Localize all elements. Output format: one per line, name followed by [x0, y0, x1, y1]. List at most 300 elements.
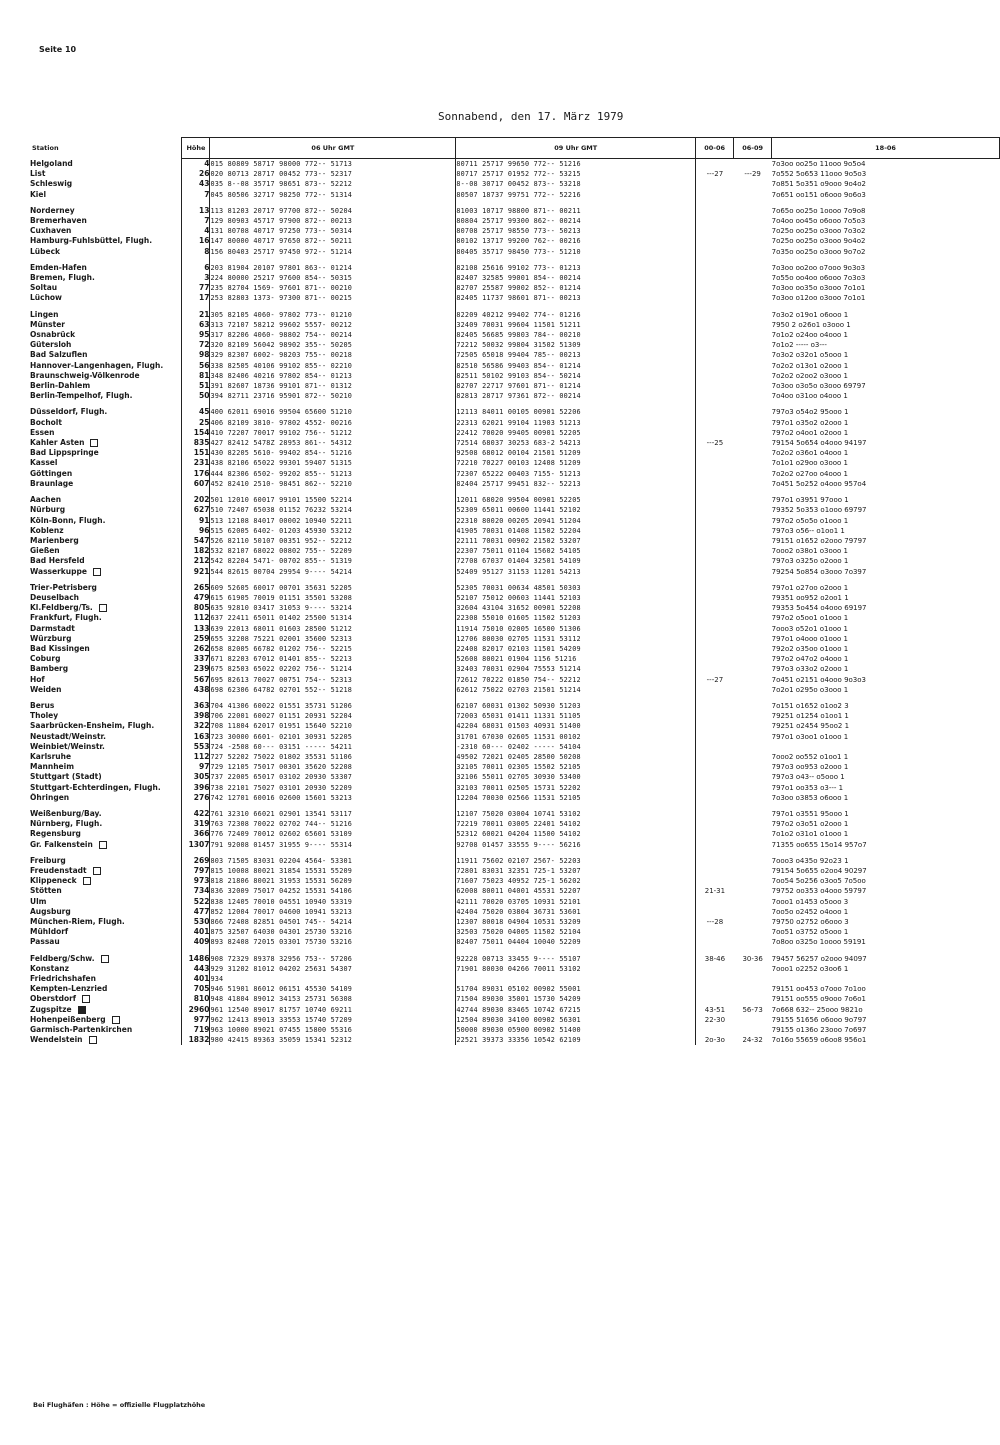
station-altitude: 239 — [182, 664, 210, 674]
obs-09-utc — [456, 974, 696, 984]
temp-range-06-09 — [734, 593, 772, 603]
obs-09-utc: 12204 70030 02566 11531 52105 — [456, 793, 696, 803]
obs-09-utc: 32409 70031 99604 11501 51211 — [456, 320, 696, 330]
obs-09-utc: 22310 80020 00205 20941 51204 — [456, 516, 696, 526]
station-name: Öhringen — [30, 792, 70, 802]
table-row — [30, 190, 1000, 200]
station-name: Weiden — [30, 684, 62, 694]
obs-09-utc: 52409 95127 31153 11201 54213 — [456, 567, 696, 577]
station-name: Mannheim — [30, 762, 75, 772]
obs-06-utc: 675 82503 65022 02202 756-- 51214 — [210, 664, 456, 674]
station-name: Göttingen — [30, 468, 73, 478]
data-18-06: 797o3 o325o o2ooo 1 — [771, 557, 849, 566]
station-name: Wasserkuppe — [30, 567, 182, 577]
table-row — [30, 526, 1000, 536]
mountain-station-icon — [93, 867, 101, 875]
station-altitude: 553 — [182, 742, 210, 752]
station-altitude: 7 — [182, 190, 210, 200]
table-row — [30, 247, 1000, 257]
obs-09-utc: 12113 84011 00105 00901 52206 — [456, 407, 696, 417]
temp-range-06-09 — [734, 407, 772, 417]
temp-range-00-06 — [696, 391, 734, 401]
obs-06-utc: 501 12010 60017 99101 15500 52214 — [210, 495, 456, 505]
obs-09-utc: 72801 83031 32351 725-1 53207 — [456, 866, 696, 876]
obs-09-utc: 71504 89030 35001 15730 54209 — [456, 994, 696, 1004]
table-row — [30, 469, 1000, 479]
station-name: Nürnberg, Flugh. — [30, 819, 103, 829]
station-altitude: 182 — [182, 546, 210, 556]
temp-range-06-09 — [734, 624, 772, 634]
temp-range-00-06 — [696, 793, 734, 803]
table-row — [30, 1025, 1000, 1035]
data-18-06: 7o1o2 o31o1 o1ooo 1 — [771, 830, 849, 839]
obs-09-utc: 80717 25717 01952 772-- 53215 — [456, 169, 696, 179]
obs-06-utc: 203 81904 20107 97801 863-- 01214 — [210, 263, 456, 273]
obs-06-utc: 671 82203 67012 01401 855-- 52213 — [210, 654, 456, 664]
obs-06-utc: 908 72329 89378 32956 753-- 57206 — [210, 954, 456, 964]
temp-range-00-06 — [696, 907, 734, 917]
temp-range-06-09 — [734, 840, 772, 850]
obs-09-utc: 11911 75602 02107 2567- 52203 — [456, 856, 696, 866]
temp-range-00-06 — [696, 206, 734, 216]
obs-06-utc: 253 82803 1373- 97300 871-- 00215 — [210, 293, 456, 303]
temp-range-06-09 — [734, 654, 772, 664]
table-row — [30, 732, 1000, 742]
obs-09-utc: 42204 68031 01503 40931 51400 — [456, 721, 696, 731]
obs-06-utc: 729 12105 75017 00301 35620 52208 — [210, 762, 456, 772]
table-row — [30, 418, 1000, 428]
temp-range-06-09 — [734, 273, 772, 283]
temp-range-06-09 — [734, 829, 772, 839]
data-18-06: 797o1 o35o2 o2ooo 1 — [771, 418, 849, 427]
table-row — [30, 381, 1000, 391]
table-row — [30, 495, 1000, 505]
obs-09-utc: 50000 89030 05900 00902 51400 — [456, 1025, 696, 1035]
obs-06-utc: 742 12701 60016 02600 15601 53213 — [210, 793, 456, 803]
station-altitude: 705 — [182, 984, 210, 994]
table-row — [30, 634, 1000, 644]
obs-09-utc: 82511 50102 99103 854-- 50214 — [456, 371, 696, 381]
station-name: Kempten-Lenzried — [30, 984, 108, 994]
obs-06-utc: 510 72407 65038 01152 76232 53214 — [210, 505, 456, 515]
obs-09-utc: 32604 43104 31652 00901 52208 — [456, 603, 696, 613]
data-18-06: 7o3oo o12oo o3ooo 7o1o1 — [771, 294, 866, 303]
obs-06-utc: 544 82615 00704 29954 9---- 54214 — [210, 567, 456, 577]
table-row — [30, 273, 1000, 283]
temp-range-06-09 — [734, 320, 772, 330]
temp-range-00-06 — [696, 216, 734, 226]
obs-06-utc: 320 82109 56042 98902 355-- 50205 — [210, 340, 456, 350]
obs-09-utc: 62107 60031 01302 50930 51203 — [456, 701, 696, 711]
temp-range-06-09 — [734, 438, 772, 448]
station-name: Berus — [30, 700, 55, 710]
station-altitude: 322 — [182, 721, 210, 731]
obs-09-utc: 80102 13717 99200 762-- 00216 — [456, 236, 696, 246]
temp-range-06-09 — [734, 206, 772, 216]
temp-range-00-06 — [696, 428, 734, 438]
station-altitude: 734 — [182, 886, 210, 896]
obs-06-utc: 113 81203 20717 97700 872-- 50204 — [210, 206, 456, 216]
station-altitude: 398 — [182, 711, 210, 721]
temp-range-06-09 — [734, 752, 772, 762]
station-altitude: 977 — [182, 1015, 210, 1025]
data-18-06: 7950 2 o26o1 o3ooo 1 — [771, 320, 851, 329]
temp-range-00-06 — [696, 994, 734, 1004]
obs-06-utc: 427 82412 5478Z 28953 861-- 54312 — [210, 438, 456, 448]
temp-range-06-09 — [734, 603, 772, 613]
station-name: Lübeck — [30, 246, 61, 256]
station-name: Deuselbach — [30, 592, 79, 602]
obs-09-utc: 32403 70031 02904 75553 51214 — [456, 664, 696, 674]
temp-range-06-09 — [734, 448, 772, 458]
obs-06-utc: 934 — [210, 974, 456, 984]
obs-06-utc: 948 41804 89012 34153 25731 56308 — [210, 994, 456, 1004]
temp-range-06-09 — [734, 226, 772, 236]
station-altitude: 409 — [182, 937, 210, 947]
table-row — [30, 206, 1000, 216]
obs-09-utc: 12706 80030 02705 11531 53112 — [456, 634, 696, 644]
station-altitude: 401 — [182, 927, 210, 937]
station-altitude: 719 — [182, 1025, 210, 1035]
station-altitude: 522 — [182, 897, 210, 907]
temp-range-00-06 — [696, 732, 734, 742]
temp-range-00-06 — [696, 159, 734, 170]
station-name: Garmisch-Partenkirchen — [30, 1025, 133, 1035]
temp-range-00-06 — [696, 381, 734, 391]
table-row — [30, 159, 1000, 170]
station-altitude: 262 — [182, 644, 210, 654]
temp-range-06-09 — [734, 283, 772, 293]
temp-range-00-06 — [696, 664, 734, 674]
table-row — [30, 448, 1000, 458]
station-name: Karlsruhe — [30, 751, 72, 761]
table-row — [30, 624, 1000, 634]
temp-range-06-09 — [734, 526, 772, 536]
temp-range-06-09 — [734, 371, 772, 381]
station-altitude: 112 — [182, 613, 210, 623]
station-name: Lingen — [30, 309, 59, 319]
station-altitude: 231 — [182, 458, 210, 468]
temp-range-00-06 — [696, 495, 734, 505]
temp-range-00-06 — [696, 897, 734, 907]
temp-range-06-09 — [734, 907, 772, 917]
temp-range-00-06 — [696, 1025, 734, 1035]
station-name: Bad Hersfeld — [30, 556, 85, 566]
station-altitude: 805 — [182, 603, 210, 613]
data-18-06: 7o25o oo25o o3ooo 9o4o2 — [771, 237, 866, 246]
obs-09-utc: 72210 70227 00103 12408 51209 — [456, 458, 696, 468]
obs-09-utc: 12307 80018 04904 10531 53209 — [456, 917, 696, 927]
temp-range-06-09 — [734, 772, 772, 782]
table-row — [30, 840, 1000, 850]
station-altitude: 547 — [182, 536, 210, 546]
table-row — [30, 685, 1000, 695]
data-18-06: 79352 5o353 o1ooo 69797 — [771, 506, 867, 515]
station-altitude: 797 — [182, 866, 210, 876]
station-name: Friedrichshafen — [30, 974, 96, 984]
obs-09-utc: 32503 75020 04005 11502 52104 — [456, 927, 696, 937]
temp-range-06-09 — [734, 458, 772, 468]
data-18-06: 7o3o2 o32o1 o5ooo 1 — [771, 351, 849, 360]
station-altitude: 422 — [182, 809, 210, 819]
station-altitude: 96 — [182, 526, 210, 536]
station-altitude: 1832 — [182, 1035, 210, 1045]
station-altitude: 17 — [182, 293, 210, 303]
data-18-06: 797o2 o3o51 o2ooo 1 — [771, 820, 849, 829]
obs-09-utc: 42744 89030 83465 10742 67215 — [456, 1005, 696, 1015]
station-name: Marienberg — [30, 535, 79, 545]
temp-range-06-09 — [734, 361, 772, 371]
temp-range-06-09 — [734, 974, 772, 984]
obs-06-utc: 020 80713 28717 00452 773-- 52317 — [210, 169, 456, 179]
data-18-06 — [772, 974, 1000, 984]
table-row — [30, 556, 1000, 566]
temp-range-00-06 — [696, 567, 734, 577]
page-number: Seite 10 — [39, 45, 77, 54]
temp-range-06-09 — [734, 964, 772, 974]
data-18-06: 7o16o 55659 o6oo8 956o1 — [771, 1036, 867, 1045]
temp-range-06-09 — [734, 937, 772, 947]
station-altitude: 1486 — [182, 954, 210, 964]
temp-range-06-09: 56-73 — [742, 1005, 763, 1014]
station-name: Helgoland — [30, 158, 73, 168]
data-18-06: 79151 oo453 o7ooo 7o1oo — [771, 985, 866, 994]
data-18-06: 7o8oo o325o 1oooo 59191 — [771, 938, 866, 947]
temp-range-00-06 — [696, 593, 734, 603]
temp-range-00-06 — [696, 330, 734, 340]
obs-06-utc: 724 -2508 60--- 03151 ----- 54211 — [210, 742, 456, 752]
data-18-06: 7ooo3 o52o1 o1ooo 1 — [771, 624, 849, 633]
obs-09-utc: 72708 67037 01404 32501 54109 — [456, 556, 696, 566]
station-altitude: 305 — [182, 772, 210, 782]
obs-06-utc: 391 82607 18736 99101 871-- 01312 — [210, 381, 456, 391]
data-18-06: 7o3oo oo25o 11ooo 9o5o4 — [771, 160, 866, 168]
temp-range-00-06 — [696, 613, 734, 623]
temp-range-00-06: 38-46 — [704, 954, 726, 963]
table-row — [30, 283, 1000, 293]
obs-09-utc: 22308 55010 01605 11502 51203 — [456, 613, 696, 623]
station-name: List — [30, 169, 46, 179]
temp-range-00-06 — [696, 236, 734, 246]
temp-range-00-06 — [696, 762, 734, 772]
obs-06-utc: 639 22013 68011 01603 28500 51212 — [210, 624, 456, 634]
obs-09-utc: 52608 80021 01904 1156 51216 — [456, 654, 696, 664]
station-altitude: 8 — [182, 247, 210, 257]
obs-09-utc: 49502 72021 02405 28500 50208 — [456, 752, 696, 762]
temp-range-06-09 — [734, 495, 772, 505]
temp-range-00-06 — [696, 516, 734, 526]
table-row — [30, 438, 1000, 448]
obs-06-utc: 438 82106 65022 99301 59407 51315 — [210, 458, 456, 468]
station-altitude: 97 — [182, 762, 210, 772]
data-18-06: 79251 o2454 95oo2 1 — [771, 722, 850, 731]
data-18-06: 7o2o1 o295o o3ooo 1 — [771, 685, 849, 694]
data-18-06: 79353 5o454 o4ooo 69197 — [771, 604, 867, 613]
obs-06-utc: 513 12108 84017 00002 10940 52211 — [210, 516, 456, 526]
obs-09-utc: 52107 75012 00603 11441 52103 — [456, 593, 696, 603]
table-row — [30, 964, 1000, 974]
temp-range-00-06 — [696, 742, 734, 752]
station-name: Regensburg — [30, 829, 81, 839]
obs-06-utc: 045 80506 32717 98250 772-- 51314 — [210, 190, 456, 200]
data-18-06: 7oo54 5o256 o3oo5 7o5oo — [771, 877, 866, 886]
data-18-06: 7o2o2 o36o1 o4ooo 1 — [771, 449, 849, 458]
temp-range-00-06: 22-30 — [704, 1015, 726, 1024]
data-18-06: 79251 o1254 o1oo1 1 — [771, 712, 849, 721]
data-18-06: 7o451 5o252 o4ooo 957o4 — [771, 479, 867, 488]
data-18-06: 7o3oo o3o5o o3ooo 69797 — [771, 382, 866, 391]
station-altitude: 477 — [182, 907, 210, 917]
temp-range-00-06 — [696, 226, 734, 236]
obs-09-utc: 82108 25616 99102 773-- 01213 — [456, 263, 696, 273]
obs-09-utc: 32105 70011 02305 15502 52105 — [456, 762, 696, 772]
station-altitude: 202 — [182, 495, 210, 505]
table-row — [30, 169, 1000, 179]
station-name: Gießen — [30, 546, 60, 556]
station-name: Frankfurt, Flugh. — [30, 613, 102, 623]
obs-09-utc: 80507 18737 99751 772-- 52216 — [456, 190, 696, 200]
table-row — [30, 897, 1000, 907]
obs-09-utc: 80708 25717 98550 773-- 50213 — [456, 226, 696, 236]
temp-range-06-09 — [734, 783, 772, 793]
temp-range-06-09 — [734, 236, 772, 246]
temp-range-06-09 — [734, 644, 772, 654]
obs-09-utc: 22521 39373 33356 10542 62109 — [456, 1035, 696, 1045]
obs-09-utc: 8--08 30717 00452 873-- 53218 — [456, 179, 696, 189]
obs-09-utc: 71607 75023 40952 725-1 56202 — [456, 876, 696, 886]
data-18-06: 797o1 o3951 97ooo 1 — [771, 496, 849, 505]
table-row — [30, 310, 1000, 320]
station-altitude: 6 — [182, 263, 210, 273]
temp-range-06-09 — [734, 381, 772, 391]
temp-range-06-09 — [734, 247, 772, 257]
obs-06-utc: 348 82406 40216 97802 854-- 01213 — [210, 371, 456, 381]
table-row — [30, 1035, 1000, 1045]
temp-range-00-06 — [696, 937, 734, 947]
temp-range-06-09 — [734, 994, 772, 1004]
obs-09-utc: 32103 70011 02505 15731 52202 — [456, 783, 696, 793]
station-altitude: 567 — [182, 675, 210, 685]
station-altitude: 45 — [182, 407, 210, 417]
temp-range-00-06 — [696, 840, 734, 850]
obs-09-utc: 11914 75010 02005 16500 51306 — [456, 624, 696, 634]
temp-range-00-06 — [696, 505, 734, 515]
station-altitude: 63 — [182, 320, 210, 330]
temp-range-00-06 — [696, 479, 734, 489]
data-18-06: 797o1 o3551 95ooo 1 — [771, 809, 849, 818]
data-18-06: 79457 56257 o2ooo 94097 — [771, 954, 867, 963]
table-row — [30, 361, 1000, 371]
table-row — [30, 644, 1000, 654]
temp-range-00-06 — [696, 819, 734, 829]
station-name: Trier-Petrisberg — [30, 582, 97, 592]
temp-range-06-09 — [734, 536, 772, 546]
temp-range-06-09 — [734, 613, 772, 623]
station-altitude: 98 — [182, 350, 210, 360]
temp-range-00-06 — [696, 603, 734, 613]
station-altitude: 810 — [182, 994, 210, 1004]
table-row — [30, 391, 1000, 401]
station-name: Stötten — [30, 886, 62, 896]
temp-range-06-09 — [734, 263, 772, 273]
obs-06-utc: 893 82408 72015 03301 75730 53216 — [210, 937, 456, 947]
data-18-06: 79151 o1652 o2ooo 79797 — [771, 536, 867, 545]
station-altitude: 607 — [182, 479, 210, 489]
data-18-06: 7o3oo o3853 o6ooo 1 — [771, 793, 849, 802]
table-row — [30, 236, 1000, 246]
data-18-06: 7o651 oo151 o6ooo 9o6o3 — [771, 190, 866, 199]
obs-06-utc: 444 82306 6502- 99202 855-- 51213 — [210, 469, 456, 479]
station-altitude: 21 — [182, 310, 210, 320]
table-row — [30, 701, 1000, 711]
station-name: Oberstdorf — [30, 994, 182, 1004]
obs-09-utc: 42404 75020 03804 36731 53601 — [456, 907, 696, 917]
station-name: Konstanz — [30, 963, 69, 973]
obs-06-utc: 803 71505 83031 02204 4564- 53301 — [210, 856, 456, 866]
station-name: Kahler Asten — [30, 438, 182, 448]
temp-range-00-06: ---27 — [706, 170, 724, 179]
obs-06-utc: 035 8--08 35717 98651 873-- 52212 — [210, 179, 456, 189]
data-18-06: 7o3o2 o19o1 o6ooo 1 — [771, 310, 849, 319]
station-name: Münster — [30, 319, 65, 329]
obs-06-utc: 635 92810 03417 31053 9---- 53214 — [210, 603, 456, 613]
table-row — [30, 664, 1000, 674]
table-row — [30, 819, 1000, 829]
data-18-06: 7o451 o2151 o4ooo 9o3o3 — [771, 675, 866, 684]
temp-range-06-09 — [734, 350, 772, 360]
station-altitude: 13 — [182, 206, 210, 216]
station-altitude: 26 — [182, 169, 210, 179]
table-row — [30, 458, 1000, 468]
data-18-06: 7ooo1 o1453 o5ooo 3 — [771, 897, 849, 906]
temp-range-06-09 — [734, 762, 772, 772]
temp-range-06-09 — [734, 711, 772, 721]
obs-06-utc: 875 32507 64030 04301 25730 53216 — [210, 927, 456, 937]
station-name: Augsburg — [30, 906, 71, 916]
station-altitude: 112 — [182, 752, 210, 762]
obs-06-utc: 815 10008 80021 31854 15531 55209 — [210, 866, 456, 876]
temp-range-06-09 — [734, 190, 772, 200]
table-row — [30, 742, 1000, 752]
station-altitude: 627 — [182, 505, 210, 515]
obs-09-utc: 80804 25717 99300 862-- 00214 — [456, 216, 696, 226]
temp-range-00-06: 43-51 — [704, 1005, 726, 1014]
obs-09-utc: 72307 65222 00403 7155- 51213 — [456, 469, 696, 479]
temp-range-00-06 — [696, 974, 734, 984]
obs-06-utc: 317 82206 4060- 98802 754-- 00214 — [210, 330, 456, 340]
table-row — [30, 752, 1000, 762]
table-row — [30, 179, 1000, 189]
station-name: Schleswig — [30, 179, 73, 189]
obs-09-utc: 82405 56685 99803 784-- 00210 — [456, 330, 696, 340]
data-18-06: 792o2 o35oo o1ooo 1 — [771, 644, 849, 653]
obs-09-utc: 71901 80030 04266 70011 53102 — [456, 964, 696, 974]
obs-06-utc: 338 82505 40106 99102 855-- 02210 — [210, 361, 456, 371]
table-row — [30, 675, 1000, 685]
station-altitude: 3 — [182, 273, 210, 283]
obs-06-utc: 791 92008 01457 31955 9---- 55314 — [210, 840, 456, 850]
obs-06-utc: 329 82307 6002- 98203 755-- 00218 — [210, 350, 456, 360]
station-name: Bad Kissingen — [30, 643, 90, 653]
station-altitude: 337 — [182, 654, 210, 664]
data-18-06: 79254 5o854 o3ooo 7o397 — [771, 567, 867, 576]
station-name: Hohenpeißenberg — [30, 1015, 182, 1025]
station-name: Braunschweig-Völkenrode — [30, 370, 140, 380]
data-18-06: 79155 51656 o6ooo 9o797 — [771, 1015, 867, 1024]
data-18-06: 7ooo1 o2252 o3oo6 1 — [771, 964, 849, 973]
temp-range-06-09: 24-32 — [742, 1036, 763, 1045]
obs-09-utc: 92508 68012 00104 21501 51209 — [456, 448, 696, 458]
